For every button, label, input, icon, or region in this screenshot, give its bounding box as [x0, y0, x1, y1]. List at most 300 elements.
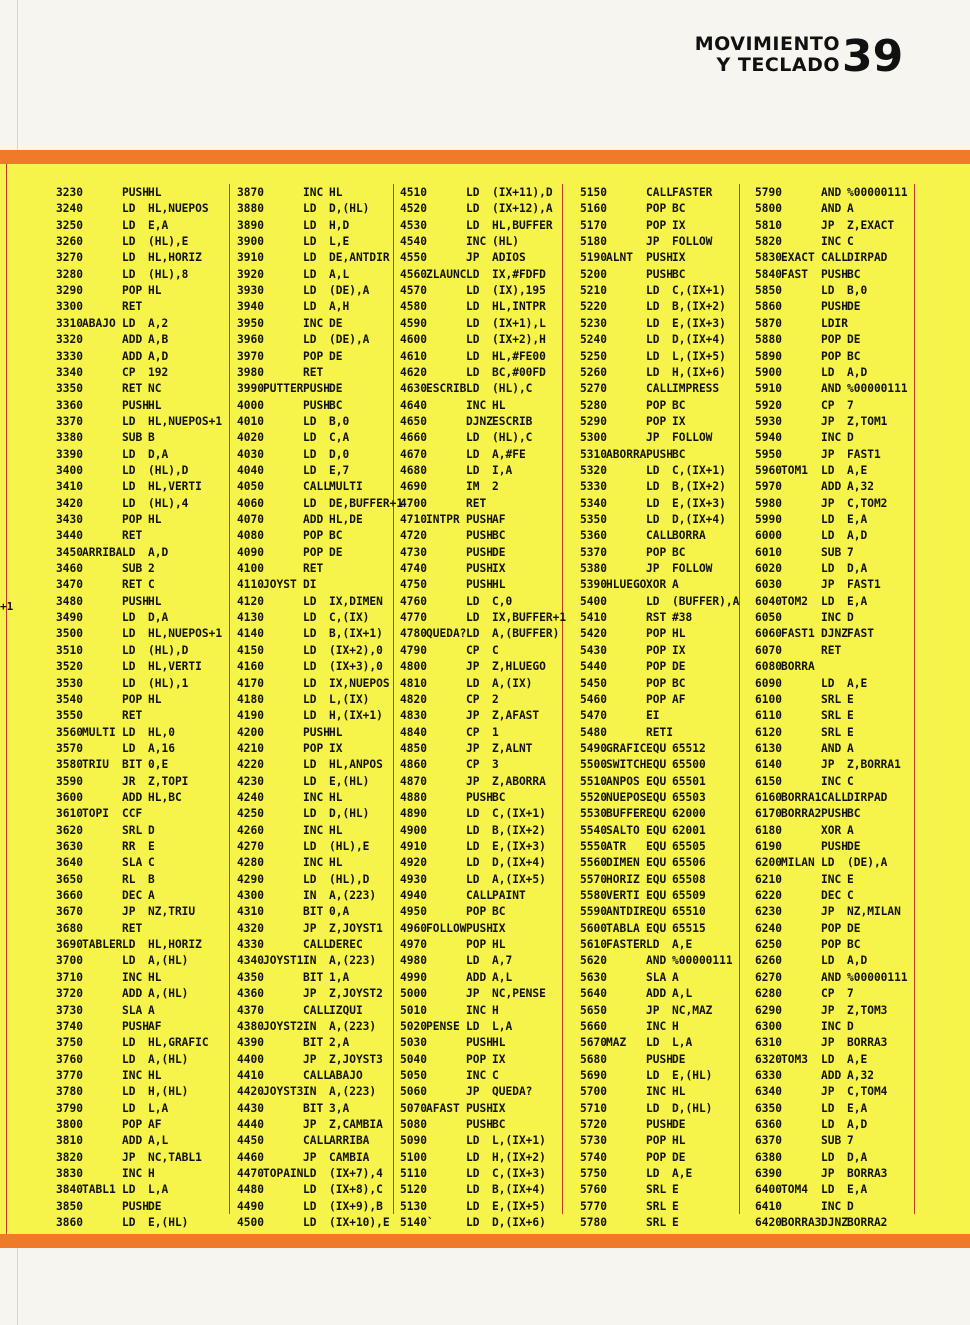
page-number: 39 — [842, 31, 904, 82]
line-opcode: RET — [122, 382, 143, 396]
line-number: 6400 — [755, 1183, 782, 1197]
line-label: TABLA — [606, 921, 640, 935]
line-operand: BC — [329, 398, 343, 412]
line-label: ABORRA — [606, 447, 647, 461]
line-number: 6340 — [755, 1085, 782, 1099]
line-opcode: LD — [466, 840, 480, 853]
line-opcode: JP — [303, 1052, 317, 1066]
line-opcode: LD — [122, 660, 136, 674]
line-operand: DE — [847, 921, 861, 935]
line-opcode: SRL — [821, 692, 842, 706]
line-number: 5120 — [400, 1183, 427, 1197]
line-number: 3570 — [56, 741, 83, 755]
line-opcode: POP — [466, 938, 487, 952]
line-operand: 62000 — [672, 807, 706, 821]
line-opcode: JP — [821, 414, 835, 428]
line-number: 4490 — [237, 1199, 264, 1213]
line-opcode: POP — [466, 1052, 487, 1066]
line-number: 5410 — [580, 611, 607, 625]
line-number: 5360 — [580, 529, 607, 543]
line-opcode: PUSH — [466, 1117, 493, 1131]
line-operand: E,(HL) — [148, 1216, 189, 1230]
line-opcode: POP — [646, 676, 667, 690]
line-label: JOYST — [263, 578, 297, 592]
line-number: 3360 — [56, 398, 83, 412]
line-opcode: LD — [466, 1134, 480, 1148]
line-operand: Z,JOYST3 — [329, 1052, 383, 1066]
line-operand: 65509 — [672, 889, 706, 903]
line-number: 5940 — [755, 431, 782, 445]
line-operand: HL — [329, 790, 343, 804]
line-opcode: LD — [122, 1036, 136, 1050]
line-operand: Z,JOYST1 — [329, 921, 383, 935]
line-operand: BC — [672, 676, 686, 690]
line-operand: E,(IX+3) — [672, 316, 726, 330]
line-label: TOM3 — [781, 1052, 808, 1066]
line-opcode: LDIR — [821, 316, 848, 330]
line-number: 4510 — [400, 186, 427, 199]
line-operand: %00000111 — [847, 186, 908, 199]
line-operand: DE — [329, 545, 343, 559]
line-label: ATR — [606, 840, 627, 853]
line-number: 6210 — [755, 872, 782, 886]
line-operand: E,A — [847, 594, 868, 608]
line-number: 4900 — [400, 823, 427, 837]
line-opcode: SRL — [646, 1183, 667, 1197]
line-opcode: PUSH — [821, 267, 848, 281]
line-opcode: LD — [303, 414, 317, 428]
line-number: 5160 — [580, 202, 607, 216]
line-number: 5340 — [580, 496, 607, 510]
line-number: 6370 — [755, 1134, 782, 1148]
line-operand: BORRA — [672, 529, 706, 543]
line-number: 3900 — [237, 235, 264, 249]
line-operand: 3,A — [329, 1101, 350, 1115]
line-opcode: RET — [122, 578, 143, 592]
line-number: 3400 — [56, 463, 83, 477]
left-margin-rule — [6, 164, 7, 1234]
line-opcode: RET — [122, 709, 143, 723]
line-operand: BC — [672, 398, 686, 412]
line-opcode: LD — [303, 758, 317, 772]
line-operand: Z,EXACT — [847, 218, 895, 232]
line-number: 3310 — [56, 316, 83, 330]
line-operand: (IX+3),0 — [329, 660, 383, 674]
line-opcode: LD — [122, 1216, 136, 1230]
line-number: 4450 — [237, 1134, 264, 1148]
line-operand: A,32 — [847, 1068, 874, 1082]
line-operand: BC — [492, 1117, 506, 1131]
line-opcode: INC — [303, 823, 324, 837]
line-operand: IX,BUFFER+1 — [492, 611, 567, 625]
line-operand: BC — [672, 447, 686, 461]
line-operand: 2 — [492, 692, 499, 706]
line-opcode: INC — [821, 774, 842, 788]
line-number: 3840 — [56, 1183, 83, 1197]
line-number: 5210 — [580, 284, 607, 298]
line-number: 5220 — [580, 300, 607, 314]
line-opcode: LD — [466, 856, 480, 870]
top-orange-band — [0, 150, 970, 164]
line-opcode: LD — [466, 218, 480, 232]
line-operand: D — [847, 1199, 854, 1213]
line-number: 3640 — [56, 856, 83, 870]
line-label: JOYST1 — [263, 954, 304, 968]
line-operand: NC,PENSE — [492, 987, 546, 1001]
line-opcode: EQU — [646, 856, 667, 870]
line-opcode: PUSH — [821, 300, 848, 314]
line-operand: (IX+12),A — [492, 202, 553, 216]
line-opcode: JP — [821, 218, 835, 232]
line-operand: HL,DE — [329, 513, 363, 526]
line-operand: A,D — [148, 545, 169, 559]
line-opcode: LD — [122, 316, 136, 330]
line-number: 4560 — [400, 267, 427, 281]
line-label: ZLAUNC — [426, 267, 467, 281]
line-number: 3510 — [56, 643, 83, 657]
line-number: 4770 — [400, 611, 427, 625]
line-opcode: LD — [646, 1167, 660, 1180]
line-operand: E — [672, 1216, 679, 1230]
line-label: TOM1 — [781, 463, 808, 477]
line-label: HORIZ — [606, 872, 640, 886]
line-number: 4040 — [237, 463, 264, 477]
line-number: 4570 — [400, 284, 427, 298]
listing-column-4 — [580, 184, 740, 1230]
line-number: 4070 — [237, 513, 264, 526]
line-operand: C,TOM4 — [847, 1085, 888, 1099]
line-opcode: EQU — [646, 774, 667, 788]
line-operand: C,A — [329, 431, 350, 445]
line-opcode: POP — [646, 218, 667, 232]
line-operand: AF — [148, 1117, 162, 1131]
line-opcode: LD — [466, 627, 480, 641]
line-opcode: LD — [122, 267, 136, 281]
line-number: 6120 — [755, 725, 782, 739]
line-operand: E — [847, 709, 854, 723]
line-opcode: LD — [122, 741, 136, 755]
line-number: 3760 — [56, 1052, 83, 1066]
line-operand: H,(IX+2) — [492, 1150, 546, 1164]
line-label: BORRA — [781, 660, 815, 674]
line-opcode: PUSH — [122, 594, 149, 608]
line-label: TRIU — [82, 758, 109, 772]
line-number: 4340 — [237, 954, 264, 968]
line-number: 6140 — [755, 758, 782, 772]
margin-mark: +1 — [0, 600, 14, 613]
line-opcode: LD — [466, 823, 480, 837]
line-number: 3880 — [237, 202, 264, 216]
line-opcode: LD — [646, 349, 660, 363]
line-operand: (IX+1),L — [492, 316, 546, 330]
line-number: 6330 — [755, 1068, 782, 1082]
line-operand: 0,E — [148, 758, 169, 772]
line-operand: (DE),A — [329, 333, 370, 347]
line-operand: (IX+2),0 — [329, 643, 383, 657]
line-opcode: INC — [821, 1019, 842, 1033]
line-opcode: DEC — [821, 889, 842, 903]
line-opcode: LD — [646, 1068, 660, 1082]
line-operand: D — [148, 823, 155, 837]
line-operand: A,(HL) — [148, 954, 189, 968]
line-operand: IX — [672, 414, 686, 428]
line-number: 4320 — [237, 921, 264, 935]
line-opcode: RR — [122, 840, 136, 853]
line-number: 4730 — [400, 545, 427, 559]
line-operand: D,(IX+4) — [672, 333, 726, 347]
line-number: 3330 — [56, 349, 83, 363]
line-operand: C — [492, 1068, 499, 1082]
line-opcode: LD — [122, 643, 136, 657]
line-number: 6320 — [755, 1052, 782, 1066]
line-number: 4810 — [400, 676, 427, 690]
line-opcode: JP — [646, 235, 660, 249]
line-opcode: CP — [466, 692, 480, 706]
line-number: 3740 — [56, 1019, 83, 1033]
line-operand: L,A — [672, 1036, 693, 1050]
line-opcode: JP — [466, 251, 480, 265]
line-operand: A,D — [847, 365, 868, 379]
line-number: 4610 — [400, 349, 427, 363]
line-opcode: LD — [122, 627, 136, 641]
line-operand: B,(IX+2) — [672, 300, 726, 314]
line-opcode: RET — [122, 529, 143, 543]
line-operand: IX — [492, 1052, 506, 1066]
line-operand: D,0 — [329, 447, 350, 461]
line-number: 6180 — [755, 823, 782, 837]
line-number: 5150 — [580, 186, 607, 199]
line-opcode: SUB — [821, 1134, 842, 1148]
line-number: 5790 — [755, 186, 782, 199]
line-number: 3250 — [56, 218, 83, 232]
line-operand: HL,INTPR — [492, 300, 546, 314]
line-opcode: LD — [821, 1150, 835, 1164]
line-opcode: RET — [821, 643, 842, 657]
line-operand: A,D — [847, 529, 868, 543]
line-opcode: POP — [646, 545, 667, 559]
line-operand: (BUFFER),A — [672, 594, 740, 608]
line-operand: BC,#00FD — [492, 365, 546, 379]
line-opcode: LD — [122, 218, 136, 232]
line-operand: A,(223) — [329, 1019, 377, 1033]
line-opcode: JP — [466, 741, 480, 755]
line-number: 3370 — [56, 414, 83, 428]
line-opcode: LD — [466, 186, 480, 199]
line-opcode: LD — [303, 235, 317, 249]
line-number: 3480 — [56, 594, 83, 608]
line-operand: 7 — [847, 398, 854, 412]
line-opcode: POP — [646, 643, 667, 657]
line-operand: D,A — [148, 447, 169, 461]
line-operand: B,(IX+2) — [672, 480, 726, 494]
line-operand: DE — [329, 316, 343, 330]
line-opcode: DJNZ — [466, 414, 493, 428]
line-operand: Z,TOM1 — [847, 414, 888, 428]
line-opcode: SRL — [122, 823, 143, 837]
line-number: 4840 — [400, 725, 427, 739]
line-operand: AF — [492, 513, 506, 526]
line-number: 5050 — [400, 1068, 427, 1082]
line-number: 4870 — [400, 774, 427, 788]
line-opcode: LD — [466, 267, 480, 281]
line-number: 6350 — [755, 1101, 782, 1115]
line-opcode: LD — [303, 1167, 317, 1180]
line-opcode: POP — [122, 1117, 143, 1131]
line-number: 3730 — [56, 1003, 83, 1017]
line-opcode: PUSH — [303, 382, 330, 396]
line-opcode: PUSH — [466, 513, 493, 526]
line-number: 5820 — [755, 235, 782, 249]
line-opcode: LD — [303, 692, 317, 706]
line-number: 6300 — [755, 1019, 782, 1033]
line-operand: HL — [148, 970, 162, 984]
line-opcode: POP — [646, 1134, 667, 1148]
line-operand: DE — [672, 1052, 686, 1066]
line-opcode: LD — [821, 1101, 835, 1115]
line-operand: HL,BUFFER — [492, 218, 553, 232]
line-operand: BC — [847, 938, 861, 952]
line-operand: ARRIBA — [329, 1134, 370, 1148]
line-opcode: RET — [303, 562, 324, 576]
line-number: 5750 — [580, 1167, 607, 1180]
line-number: 6010 — [755, 545, 782, 559]
line-opcode: AND — [821, 970, 842, 984]
line-operand: BC — [847, 349, 861, 363]
line-operand: (HL),C — [492, 382, 533, 396]
line-operand: ABAJO — [329, 1068, 363, 1082]
line-opcode: PUSH — [466, 562, 493, 576]
line-label: ESCRIB — [426, 382, 467, 396]
line-opcode: JP — [122, 905, 136, 919]
line-opcode: PUSH — [646, 267, 673, 281]
line-opcode: INC — [466, 1068, 487, 1082]
line-operand: E,(HL) — [329, 774, 370, 788]
line-operand: 65505 — [672, 840, 706, 853]
line-opcode: LD — [466, 1183, 480, 1197]
line-opcode: LD — [466, 1167, 480, 1180]
line-operand: HL — [672, 1085, 686, 1099]
line-operand: HL,BC — [148, 790, 182, 804]
line-opcode: LD — [466, 316, 480, 330]
line-opcode: EQU — [646, 921, 667, 935]
line-opcode: JP — [466, 987, 480, 1001]
line-opcode: JP — [466, 709, 480, 723]
line-opcode: JR — [122, 774, 136, 788]
line-opcode: ADD — [821, 480, 842, 494]
line-opcode: LD — [646, 480, 660, 494]
line-operand: A — [847, 823, 854, 837]
line-operand: IX — [672, 643, 686, 657]
line-number: 4600 — [400, 333, 427, 347]
line-operand: BC — [329, 529, 343, 543]
line-number: 3970 — [237, 349, 264, 363]
line-number: 4440 — [237, 1117, 264, 1131]
line-number: 4260 — [237, 823, 264, 837]
line-number: 3650 — [56, 872, 83, 886]
line-operand: FASTER — [672, 186, 713, 199]
line-opcode: LD — [821, 562, 835, 576]
line-operand: (HL),E — [329, 840, 370, 853]
line-operand: HL — [148, 284, 162, 298]
line-operand: L,A — [492, 1019, 513, 1033]
line-number: 4710 — [400, 513, 427, 526]
line-opcode: RST — [646, 611, 667, 625]
line-label: TOM4 — [781, 1183, 808, 1197]
line-opcode: PUSH — [466, 790, 493, 804]
line-opcode: SUB — [122, 562, 143, 576]
line-opcode: JP — [821, 447, 835, 461]
line-operand: HL,#FE00 — [492, 349, 546, 363]
line-number: 6310 — [755, 1036, 782, 1050]
line-opcode: LD — [303, 840, 317, 853]
line-number: 3820 — [56, 1150, 83, 1164]
line-operand: HL,NUEPOS+1 — [148, 414, 223, 428]
line-number: 6170 — [755, 807, 782, 821]
line-number: 4970 — [400, 938, 427, 952]
line-operand: HL — [148, 594, 162, 608]
line-label: TOPI — [82, 807, 109, 821]
line-opcode: LD — [821, 594, 835, 608]
line-number: 4200 — [237, 725, 264, 739]
line-number: 5200 — [580, 267, 607, 281]
line-number: 3470 — [56, 578, 83, 592]
line-opcode: LD — [466, 676, 480, 690]
line-operand: A,(223) — [329, 889, 377, 903]
line-number: 4390 — [237, 1036, 264, 1050]
line-number: 3790 — [56, 1101, 83, 1115]
line-number: 5710 — [580, 1101, 607, 1115]
line-number: 6130 — [755, 741, 782, 755]
line-number: 6070 — [755, 643, 782, 657]
line-label: QUEDA? — [426, 627, 467, 641]
line-opcode: LD — [466, 447, 480, 461]
line-number: 3620 — [56, 823, 83, 837]
line-operand: B,(IX+1) — [329, 627, 383, 641]
line-opcode: BIT — [303, 970, 324, 984]
line-operand: Z,CAMBIA — [329, 1117, 383, 1131]
line-number: 3960 — [237, 333, 264, 347]
line-number: 3940 — [237, 300, 264, 314]
line-opcode: ADD — [122, 1134, 143, 1148]
line-number: 3950 — [237, 316, 264, 330]
line-opcode: LD — [122, 1052, 136, 1066]
line-label: HLUEGO — [606, 578, 647, 592]
line-number: 5420 — [580, 627, 607, 641]
line-opcode: POP — [821, 921, 842, 935]
line-opcode: LD — [122, 251, 136, 265]
line-number: 4050 — [237, 480, 264, 494]
line-operand: A,L — [672, 987, 693, 1001]
line-number: 5690 — [580, 1068, 607, 1082]
line-opcode: POP — [821, 349, 842, 363]
line-opcode: RET — [122, 300, 143, 314]
line-number: 4430 — [237, 1101, 264, 1115]
line-opcode: LD — [303, 709, 317, 723]
line-operand: A,16 — [148, 741, 175, 755]
line-number: 3270 — [56, 251, 83, 265]
line-number: 3320 — [56, 333, 83, 347]
line-number: 3460 — [56, 562, 83, 576]
line-opcode: DEC — [122, 889, 143, 903]
line-operand: A — [148, 1003, 155, 1017]
line-number: 4650 — [400, 414, 427, 428]
line-opcode: CP — [821, 987, 835, 1001]
line-label: AFAST — [426, 1101, 460, 1115]
line-label: JOYST3 — [263, 1085, 304, 1099]
line-opcode: EQU — [646, 889, 667, 903]
line-number: 5030 — [400, 1036, 427, 1050]
line-operand: D — [847, 431, 854, 445]
